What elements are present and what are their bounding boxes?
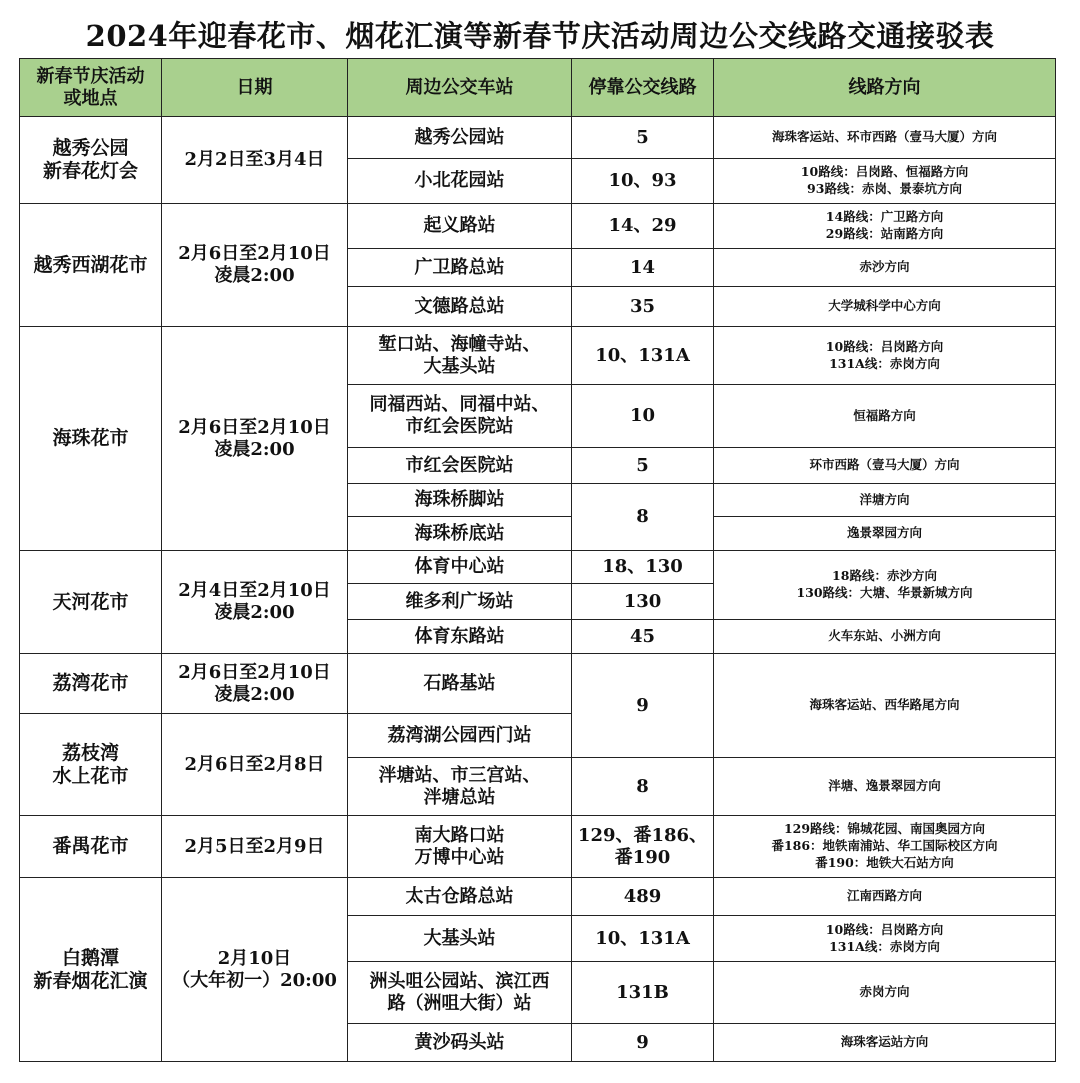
routes-cell: 129、番186、 番190 <box>572 816 714 878</box>
station-cell: 黄沙码头站 <box>348 1024 572 1062</box>
routes-cell: 8 <box>572 758 714 816</box>
header-date: 日期 <box>162 59 348 117</box>
routes-cell: 9 <box>572 1024 714 1062</box>
routes-cell: 5 <box>572 448 714 484</box>
routes-cell: 18、130 <box>572 551 714 584</box>
date-cell: 2月6日至2月8日 <box>162 714 348 816</box>
routes-cell: 131B <box>572 962 714 1024</box>
date-cell: 2月2日至3月4日 <box>162 117 348 204</box>
table-row <box>20 878 1056 916</box>
routes-cell: 9 <box>572 654 714 758</box>
header-event: 新春节庆活动 或地点 <box>20 59 162 117</box>
routes-cell: 130 <box>572 584 714 620</box>
routes-cell: 35 <box>572 287 714 327</box>
event-cell: 越秀公园 新春花灯会 <box>20 117 162 204</box>
event-cell: 荔湾花市 <box>20 654 162 714</box>
date-cell: 2月6日至2月10日 凌晨2:00 <box>162 327 348 551</box>
routes-cell: 10 <box>572 385 714 448</box>
direction-cell: 赤岗方向 <box>714 962 1056 1024</box>
table-row <box>20 327 1056 385</box>
routes-cell: 8 <box>572 484 714 551</box>
direction-cell: 赤沙方向 <box>714 249 1056 287</box>
table-row <box>20 816 1056 878</box>
date-cell: 2月6日至2月10日 凌晨2:00 <box>162 654 348 714</box>
station-cell: 堑口站、海幢寺站、 大基头站 <box>348 327 572 385</box>
table-row <box>20 204 1056 249</box>
station-cell: 文德路总站 <box>348 287 572 327</box>
direction-cell: 海珠客运站、西华路尾方向 <box>714 654 1056 758</box>
station-cell: 体育中心站 <box>348 551 572 584</box>
direction-cell: 海珠客运站、环市西路（壹马大厦）方向 <box>714 117 1056 159</box>
page-title: 2024年迎春花市、烟花汇演等新春节庆活动周边公交线路交通接驳表 <box>85 19 995 53</box>
header-direction: 线路方向 <box>714 59 1056 117</box>
routes-cell: 10、93 <box>572 159 714 204</box>
direction-cell: 10路线：吕岗路方向 131A线：赤岗方向 <box>714 327 1056 385</box>
station-cell: 海珠桥底站 <box>348 517 572 551</box>
header-row <box>20 59 1056 117</box>
bus-connection-table <box>19 58 1056 1062</box>
station-cell: 越秀公园站 <box>348 117 572 159</box>
direction-cell: 海珠客运站方向 <box>714 1024 1056 1062</box>
routes-cell: 45 <box>572 620 714 654</box>
station-cell: 泮塘站、市三宫站、 泮塘总站 <box>348 758 572 816</box>
station-cell: 石路基站 <box>348 654 572 714</box>
direction-cell: 10路线：吕岗路、恒福路方向 93路线：赤岗、景泰坑方向 <box>714 159 1056 204</box>
header-station: 周边公交车站 <box>348 59 572 117</box>
direction-cell: 10路线：吕岗路方向 131A线：赤岗方向 <box>714 916 1056 962</box>
station-cell: 洲头咀公园站、滨江西 路（洲咀大街）站 <box>348 962 572 1024</box>
direction-cell: 18路线：赤沙方向 130路线：大塘、华景新城方向 <box>714 551 1056 620</box>
direction-cell: 14路线：广卫路方向 29路线：站南路方向 <box>714 204 1056 249</box>
event-cell: 番禺花市 <box>20 816 162 878</box>
station-cell: 太古仓路总站 <box>348 878 572 916</box>
direction-cell: 火车东站、小洲方向 <box>714 620 1056 654</box>
direction-cell: 环市西路（壹马大厦）方向 <box>714 448 1056 484</box>
event-cell: 越秀西湖花市 <box>20 204 162 327</box>
date-cell: 2月10日 （大年初一）20:00 <box>162 878 348 1062</box>
routes-cell: 10、131A <box>572 327 714 385</box>
table-row <box>20 117 1056 159</box>
direction-cell: 洋塘方向 <box>714 484 1056 517</box>
routes-cell: 10、131A <box>572 916 714 962</box>
direction-cell: 逸景翠园方向 <box>714 517 1056 551</box>
station-cell: 市红会医院站 <box>348 448 572 484</box>
station-cell: 体育东路站 <box>348 620 572 654</box>
table-row <box>20 654 1056 714</box>
event-cell: 海珠花市 <box>20 327 162 551</box>
date-cell: 2月6日至2月10日 凌晨2:00 <box>162 204 348 327</box>
station-cell: 广卫路总站 <box>348 249 572 287</box>
routes-cell: 14、29 <box>572 204 714 249</box>
routes-cell: 5 <box>572 117 714 159</box>
routes-cell: 14 <box>572 249 714 287</box>
station-cell: 起义路站 <box>348 204 572 249</box>
table-row <box>20 551 1056 584</box>
routes-cell: 489 <box>572 878 714 916</box>
station-cell: 小北花园站 <box>348 159 572 204</box>
event-cell: 天河花市 <box>20 551 162 654</box>
direction-cell: 江南西路方向 <box>714 878 1056 916</box>
station-cell: 维多利广场站 <box>348 584 572 620</box>
header-routes: 停靠公交线路 <box>572 59 714 117</box>
direction-cell: 129路线：锦城花园、南国奥园方向 番186：地铁南浦站、华工国际校区方向 番190：地铁大石站方向 <box>714 816 1056 878</box>
direction-cell: 泮塘、逸景翠园方向 <box>714 758 1056 816</box>
station-cell: 大基头站 <box>348 916 572 962</box>
station-cell: 海珠桥脚站 <box>348 484 572 517</box>
date-cell: 2月5日至2月9日 <box>162 816 348 878</box>
event-cell: 荔枝湾 水上花市 <box>20 714 162 816</box>
direction-cell: 大学城科学中心方向 <box>714 287 1056 327</box>
station-cell: 荔湾湖公园西门站 <box>348 714 572 758</box>
direction-cell: 恒福路方向 <box>714 385 1056 448</box>
station-cell: 南大路口站 万博中心站 <box>348 816 572 878</box>
station-cell: 同福西站、同福中站、 市红会医院站 <box>348 385 572 448</box>
event-cell: 白鹅潭 新春烟花汇演 <box>20 878 162 1062</box>
date-cell: 2月4日至2月10日 凌晨2:00 <box>162 551 348 654</box>
